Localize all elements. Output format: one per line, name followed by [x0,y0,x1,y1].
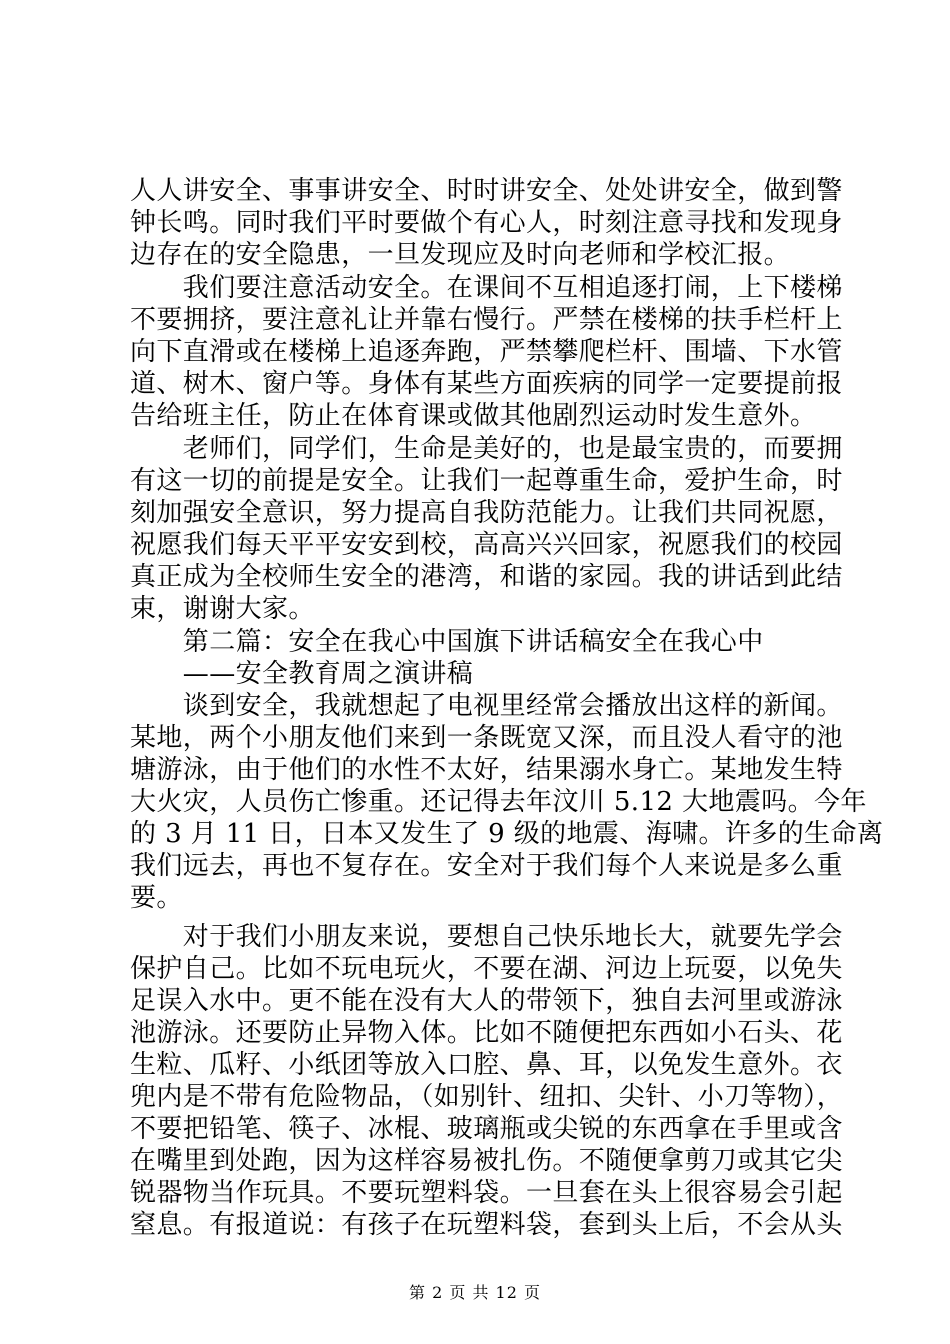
text-line: 在嘴里到处跑，因为这样容易被扎伤。不随便拿剪刀或其它尖 [130,1146,843,1176]
text-line: ——安全教育周之演讲稿 [130,659,474,689]
text-line: 束，谢谢大家。 [130,594,315,624]
text-line: 某地，两个小朋友他们来到一条既宽又深，而且没人看守的池 [130,723,843,753]
text-line: 窒息。有报道说：有孩子在玩塑料袋，套到头上后，不会从头 [130,1210,843,1240]
text-line: 祝愿我们每天平平安安到校，高高兴兴回家，祝愿我们的校园 [130,530,843,560]
text-line: 不要拥挤，要注意礼让并靠右慢行。严禁在楼梯的扶手栏杆上 [130,305,843,335]
text-line: 兜内是不带有危险物品，（如别针、纽扣、尖针、小刀等物）， [130,1082,844,1112]
text-line: 我们要注意活动安全。在课间不互相追逐打闹，上下楼梯 [130,273,843,303]
text-line: 人人讲安全、事事讲安全、时时讲安全、处处讲安全，做到警 [130,176,843,206]
text-line: 不要把铅笔、筷子、冰棍、玻璃瓶或尖锐的东西拿在手里或含 [130,1114,843,1144]
text-line: 有这一切的前提是安全。让我们一起尊重生命，爱护生命，时 [130,466,843,496]
text-line: 老师们，同学们，生命是美好的，也是最宝贵的，而要拥 [130,434,843,464]
text-line: 刻加强安全意识，努力提高自我防范能力。让我们共同祝愿， [130,498,843,528]
text-line: 要。 [130,883,183,913]
text-line: 对于我们小朋友来说，要想自己快乐地长大，就要先学会 [130,922,843,952]
text-line: 向下直滑或在楼梯上追逐奔跑，严禁攀爬栏杆、围墙、下水管 [130,337,843,367]
text-line: 池游泳。还要防止异物入体。比如不随便把东西如小石头、花 [130,1018,843,1048]
text-line: 边存在的安全隐患，一旦发现应及时向老师和学校汇报。 [130,240,791,270]
text-line: 的 3 月 11 日，日本又发生了 9 级的地震、海啸。许多的生命离 [130,819,884,849]
text-line: 第二篇：安全在我心中国旗下讲话稿安全在我心中 [130,627,764,657]
text-line: 保护自己。比如不玩电玩火，不要在湖、河边上玩耍，以免失 [130,954,843,984]
text-line: 大火灾，人员伤亡惨重。还记得去年汶川 5.12 大地震吗。今年 [130,787,867,817]
page-footer: 第 2 页 共 12 页 [409,1283,541,1302]
text-line: 钟长鸣。同时我们平时要做个有心人，时刻注意寻找和发现身 [130,208,843,238]
text-line: 告给班主任，防止在体育课或做其他剧烈运动时发生意外。 [130,401,817,431]
text-line: 真正成为全校师生安全的港湾，和谐的家园。我的讲话到此结 [130,562,843,592]
text-line: 塘游泳，由于他们的水性不太好，结果溺水身亡。某地发生特 [130,755,843,785]
text-line: 我们远去，再也不复存在。安全对于我们每个人来说是多么重 [130,851,843,881]
text-line: 谈到安全，我就想起了电视里经常会播放出这样的新闻。 [130,691,843,721]
text-line: 锐器物当作玩具。不要玩塑料袋。一旦套在头上很容易会引起 [130,1178,843,1208]
text-line: 道、树木、窗户等。身体有某些方面疾病的同学一定要提前报 [130,369,843,399]
text-line: 足误入水中。更不能在没有大人的带领下，独自去河里或游泳 [130,986,843,1016]
text-line: 生粒、瓜籽、小纸团等放入口腔、鼻、耳，以免发生意外。衣 [130,1050,843,1080]
